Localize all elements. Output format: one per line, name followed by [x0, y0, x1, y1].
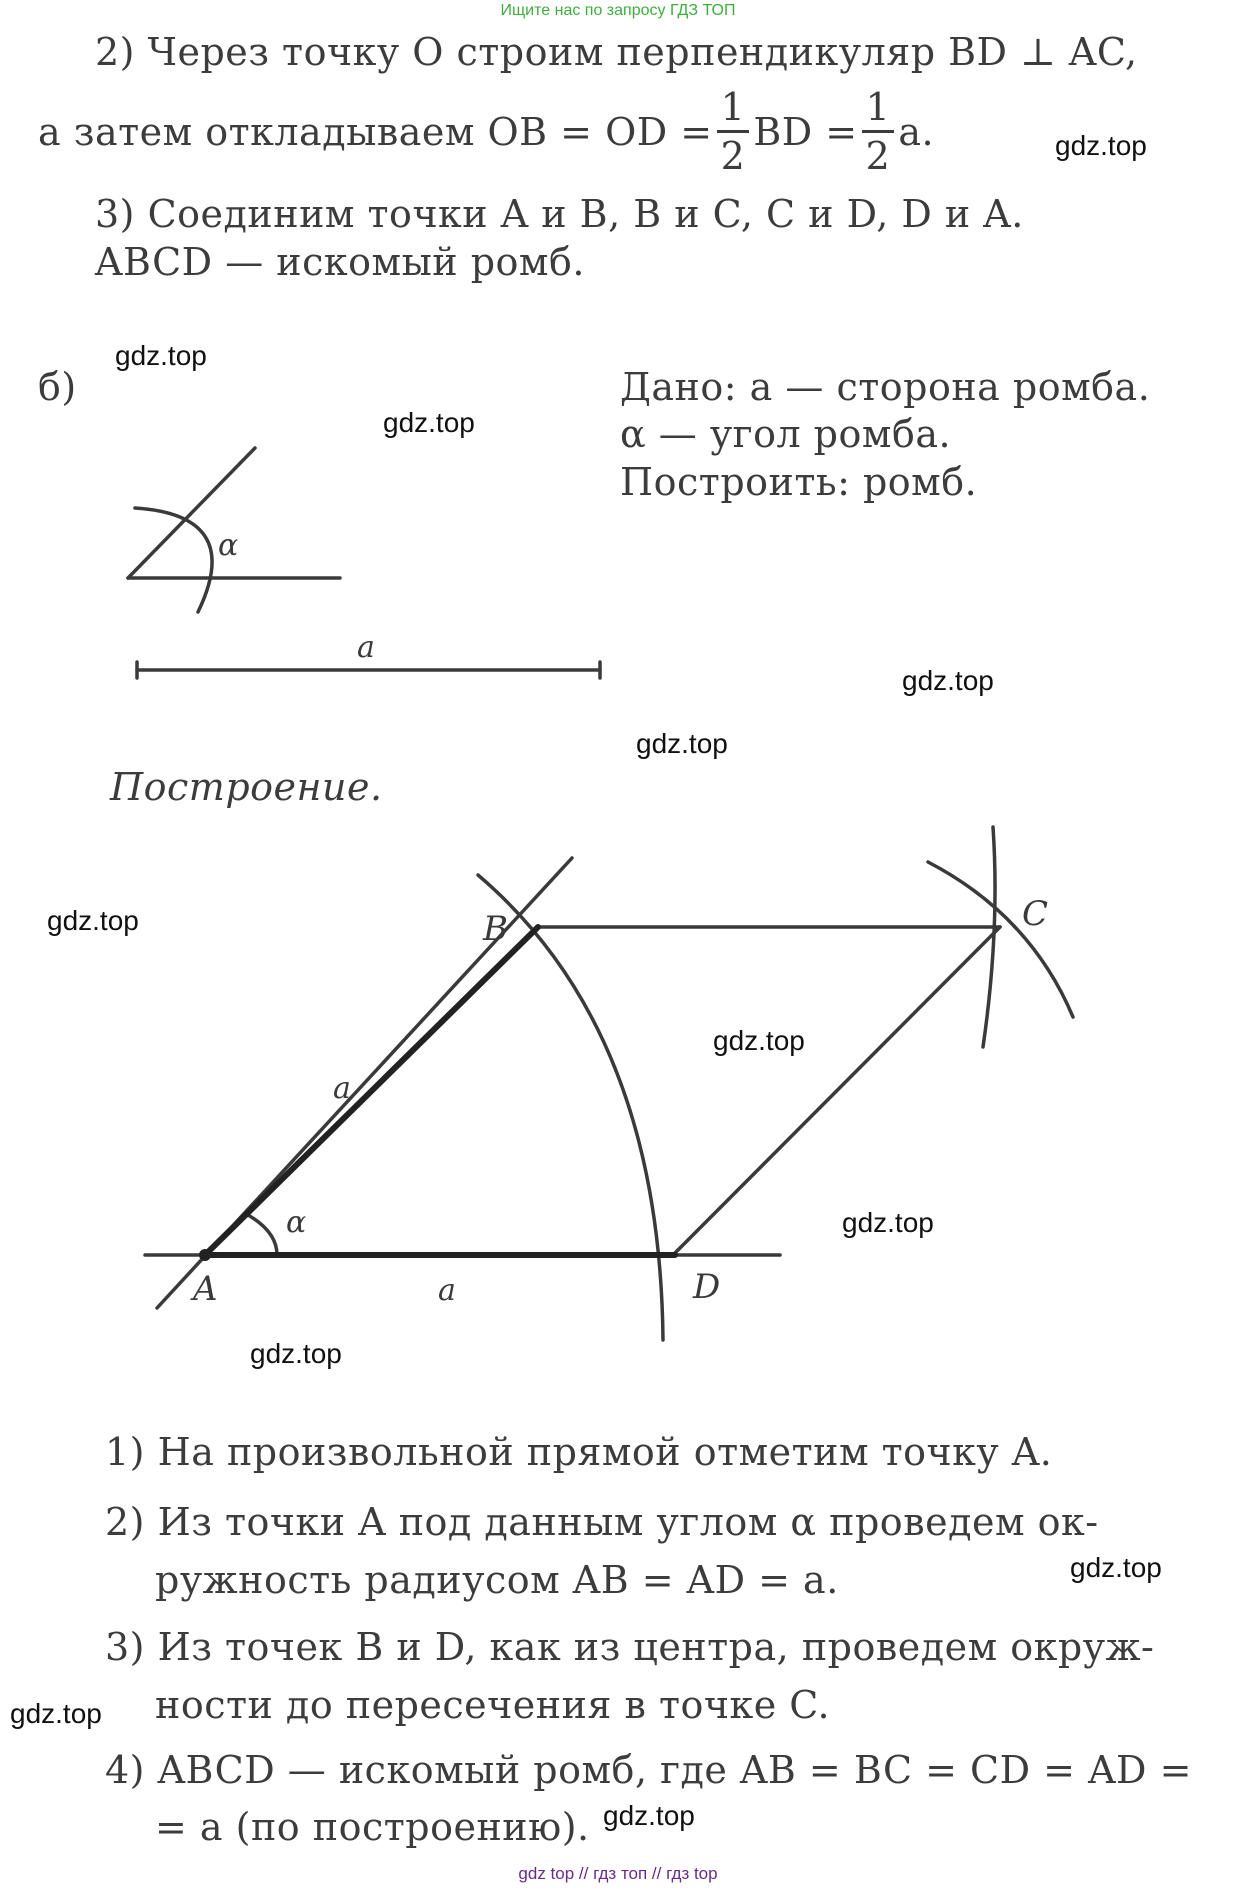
side-ab-label: a — [333, 1071, 351, 1106]
top-banner: Ищите нас по запросу ГДЗ ТОП — [500, 2, 736, 19]
watermark: gdz.top — [603, 1800, 695, 1831]
given-build: Построить: ромб. — [620, 460, 978, 504]
step-1: 1) На произвольной прямой отметим точку A. — [105, 1430, 1053, 1474]
step-2-line1: 2) Из точки A под данным углом α проведем ок- — [105, 1500, 1099, 1544]
given-side: Дано: a — сторона ромба. — [620, 365, 1151, 409]
fraction-half-2: $\frac{1}{2}$ — [862, 88, 895, 175]
fraction-half-1: $\frac{1}{2}$ — [717, 88, 750, 175]
footer-links: gdz top // гдз топ // гдз top — [518, 1864, 718, 1883]
step-3-line2: ности до пересечения в точке C. — [155, 1683, 831, 1727]
watermark: gdz.top — [1070, 1552, 1162, 1583]
point-a-label: A — [193, 1269, 218, 1309]
point-d-label: D — [693, 1267, 721, 1307]
step-2-line2: ружность радиусом AB = AD = a. — [155, 1558, 839, 1602]
watermark: gdz.top — [250, 1338, 342, 1369]
watermark: gdz.top — [10, 1698, 102, 1729]
step2-mid: BD = — [753, 109, 858, 154]
side-ad-label: a — [438, 1273, 456, 1308]
arc-from-b — [928, 862, 1073, 1017]
watermark: gdz.top — [713, 1025, 805, 1056]
given-angle: α — угол ромба. — [620, 412, 952, 456]
step-4-line2: = a (по построению). — [155, 1805, 590, 1849]
given-segment-label: a — [357, 630, 375, 665]
step2-end: a. — [898, 109, 935, 154]
point-a-dot — [199, 1249, 211, 1261]
step2-line1: 2) Через точку O строим перпендикуляр BD ⊥ AC, — [95, 30, 1138, 74]
watermark: gdz.top — [383, 407, 475, 438]
angle-alpha-label: α — [286, 1205, 307, 1240]
point-b-label: B — [483, 909, 508, 949]
watermark: gdz.top — [1055, 130, 1147, 161]
step3-line1: 3) Соединим точки A и B, B и C, C и D, D и A. — [95, 192, 1024, 236]
side-ab — [205, 927, 538, 1255]
step2-prefix: а затем откладываем OB = OD = — [38, 109, 713, 154]
construction-title: Построение. — [110, 765, 383, 809]
watermark: gdz.top — [842, 1207, 934, 1238]
step3-line2: ABCD — искомый ромб. — [95, 240, 585, 284]
watermark: gdz.top — [902, 665, 994, 696]
watermark: gdz.top — [47, 905, 139, 936]
step-3-line1: 3) Из точек B и D, как из центра, проведем окруж- — [105, 1625, 1155, 1669]
point-c-label: C — [1022, 894, 1049, 934]
step-4-line1: 4) ABCD — искомый ромб, где AB = BC = CD = AD = — [105, 1748, 1192, 1792]
side-cd — [673, 927, 1000, 1255]
given-angle-label: α — [218, 528, 239, 563]
watermark: gdz.top — [636, 728, 728, 759]
angle-alpha-arc — [248, 1215, 277, 1255]
watermark: gdz.top — [115, 340, 207, 371]
part-b-label: б) — [38, 365, 77, 409]
